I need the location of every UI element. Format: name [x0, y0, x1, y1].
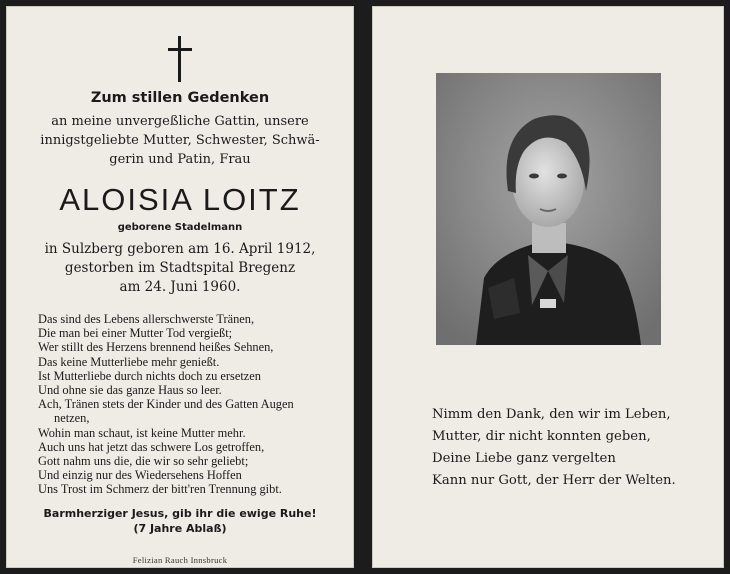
memorial-verse	[432, 404, 676, 492]
printer-imprint: Felizian Rauch Innsbruck	[132, 555, 228, 565]
poem-line: Wohin man schaut, ist keine Mutter mehr.	[38, 425, 246, 440]
poem-line: Ist Mutterliebe durch nichts doch zu ersetzen	[38, 368, 261, 383]
poem-line: Ach, Tränen stets der Kinder und des Gatten Augen	[38, 397, 294, 412]
portrait-illustration	[436, 73, 661, 345]
memorial-poem	[38, 312, 334, 497]
poem-line: Gott nahm uns die, die wir so sehr geliebt;	[38, 454, 249, 469]
poem-line: Das sind des Lebens allerschwerste Tränen,	[38, 312, 255, 326]
poem-line: netzen,	[54, 411, 90, 426]
portrait-photo	[436, 73, 661, 345]
deceased-name: ALOISIA LOITZ	[59, 182, 301, 217]
poem-line: Auch uns hat jetzt das schwere Los getroffen,	[38, 439, 265, 454]
maiden-name: geborene Stadelmann	[117, 222, 243, 233]
dedication-text: an meine unvergeßliche Gattin, unsere innigstgeliebte Mutter, Schwester, Schwä- gerin und Patin, Frau	[40, 114, 320, 167]
memorial-card-back	[372, 6, 724, 568]
life-dates: in Sulzberg geboren am 16. April 1912, gestorben im Stadtspital Bregenz am 24. Juni 1960.	[44, 241, 316, 295]
poem-line: Und einzig nur des Wiedersehens Hoffen	[38, 468, 242, 483]
verse-line: Kann nur Gott, der Herr der Welten.	[432, 473, 676, 488]
card-heading: Zum stillen Gedenken	[90, 90, 270, 106]
poem-line: Das keine Mutterliebe mehr genießt.	[38, 354, 220, 369]
verse-line: Deine Liebe ganz vergelten	[432, 451, 616, 466]
prayer-text: Barmherziger Jesus, gib ihr die ewige Ruhe! (7 Jahre Ablaß)	[43, 507, 317, 535]
poem-line: Und ohne sie das ganze Haus so leer.	[38, 383, 222, 398]
verse-line: Nimm den Dank, den wir im Leben,	[432, 407, 671, 422]
poem-line: Die man bei einer Mutter Tod vergießt;	[38, 326, 233, 341]
verse-line: Mutter, dir nicht konnten geben,	[432, 429, 651, 444]
poem-line: Uns Trost im Schmerz der bitt'ren Trennung gibt.	[38, 482, 282, 497]
poem-line: Wer stillt des Herzens brennend heißes Sehnen,	[38, 340, 274, 355]
cross-icon	[168, 36, 192, 82]
memorial-card-front	[6, 6, 354, 568]
